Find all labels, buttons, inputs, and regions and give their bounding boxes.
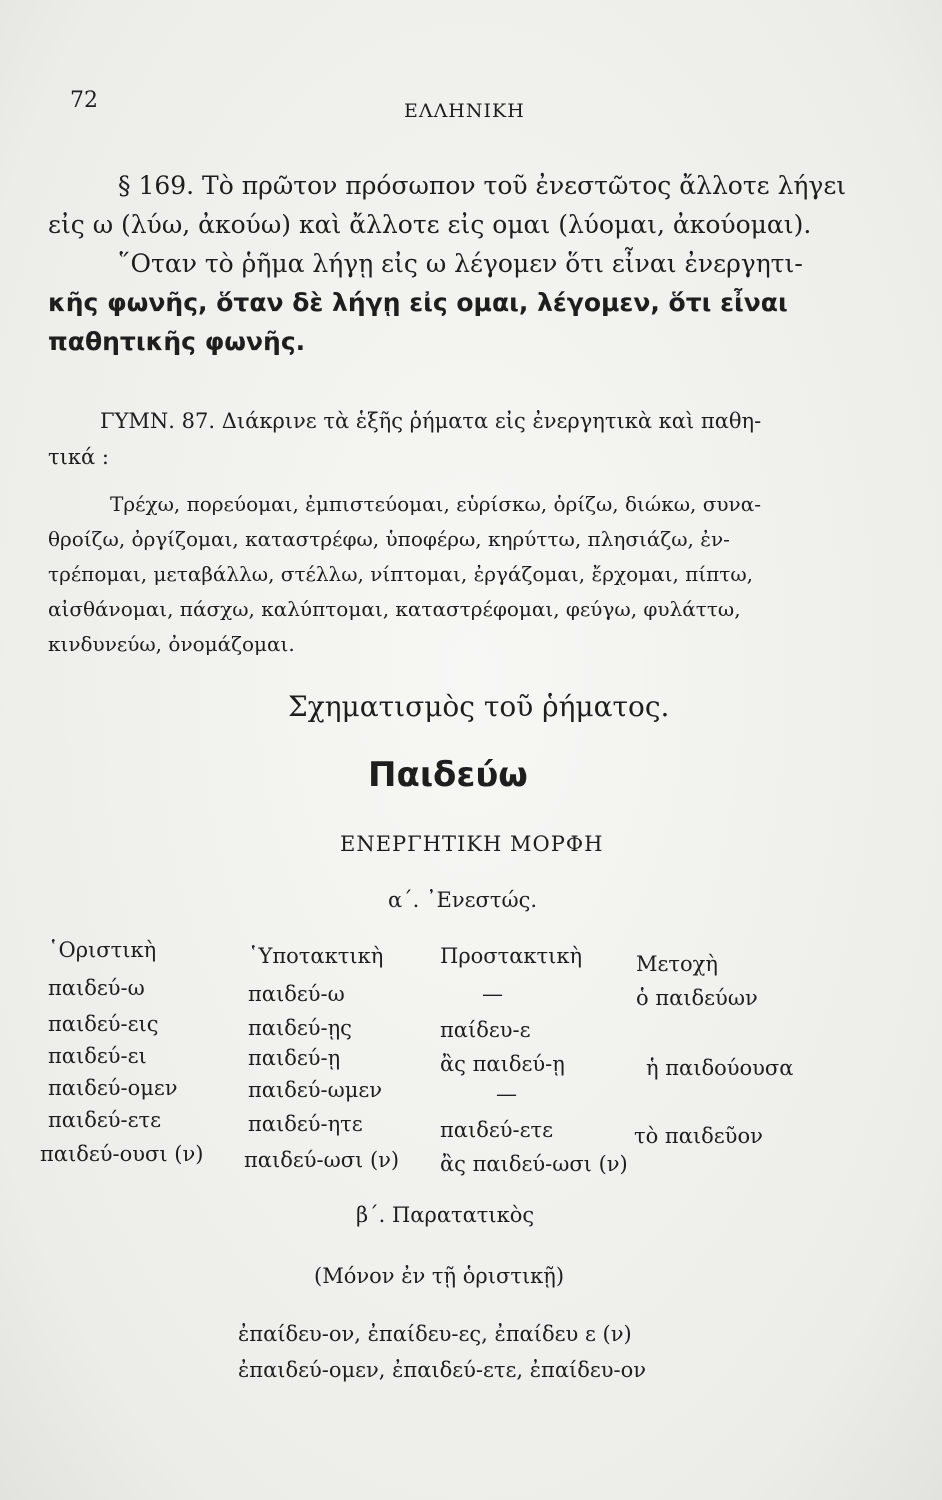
column-header-participle: Μετοχὴ [636, 952, 718, 976]
indicative-2sg: παιδεύ-εις [48, 1012, 159, 1036]
subjunctive-3sg: παιδεύ-ῃ [248, 1046, 341, 1070]
indicative-3sg: παιδεύ-ει [48, 1044, 147, 1068]
rule-line-1: § 169. Τὸ πρῶτον πρόσωπον τοῦ ἐνεστῶτος ἄλλοτε λήγει [118, 171, 847, 200]
column-header-subjunctive: ῾Υποτακτικὴ [248, 944, 384, 968]
running-title: ΕΛΛΗΝΙΚΗ [404, 100, 525, 122]
exercise-words-line-1: Τρέχω, πορεύομαι, ἐμπιστεύομαι, εὑρίσκω, ὁρίζω, διώκω, συνα- [110, 492, 761, 516]
imperative-3pl: ἂς παιδεύ-ωσι (ν) [440, 1152, 628, 1176]
rule-line-2: εἰς ω (λύω, ἀκούω) καὶ ἄλλοτε εἰς ομαι (λύομαι, ἀκούομαι). [48, 210, 812, 239]
indicative-3pl: παιδεύ-ουσι (ν) [40, 1142, 204, 1166]
imperative-1sg: — [482, 982, 503, 1006]
exercise-words-line-2: θροίζω, ὀργίζομαι, καταστρέφω, ὑποφέρω, κηρύττω, πλησιάζω, ἐν- [48, 527, 730, 551]
subjunctive-1pl: παιδεύ-ωμεν [248, 1078, 383, 1102]
participle-masculine: ὁ παιδεύων [636, 986, 758, 1010]
page-number: 72 [70, 88, 98, 113]
verb-heading: Παιδεύω [368, 755, 528, 795]
imperfect-tense-label: β΄. Παρατατικὸς [356, 1203, 535, 1227]
indicative-1pl: παιδεύ-ομεν [48, 1076, 178, 1100]
indicative-2pl: παιδεύ-ετε [48, 1108, 161, 1132]
present-tense-label: α΄. ᾿Ενεστώς. [388, 888, 538, 912]
participle-neuter: τὸ παιδεῦον [634, 1124, 763, 1148]
rule-paragraph [48, 166, 900, 361]
exercise-words-line-3: τρέπομαι, μεταβάλλω, στέλλω, νίπτομαι, ἐργάζομαι, ἔρχομαι, πίπτω, [48, 562, 754, 586]
exercise-heading-line-2: τικά : [48, 445, 109, 469]
exercise-words-line-5: κινδυνεύω, ὀνομάζομαι. [48, 632, 295, 656]
subjunctive-3pl: παιδεύ-ωσι (ν) [244, 1148, 400, 1172]
imperative-3sg: ἂς παιδεύ-ῃ [440, 1052, 565, 1076]
exercise-words-line-4: αἰσθάνομαι, πάσχω, καλύπτομαι, καταστρέφομαι, φεύγω, φυλάττω, [48, 597, 741, 621]
rule-line-3: ῞Οταν τὸ ῥῆμα λήγῃ εἰς ω λέγομεν ὅτι εἶναι ἐνεργητι- [118, 249, 803, 278]
imperfect-line-1: ἐπαίδευ-ον, ἐπαίδευ-ες, ἐπαίδευ ε (ν) [238, 1322, 632, 1346]
section-title: Σχηματισμὸς τοῦ ῥήματος. [288, 690, 670, 723]
imperative-2pl: παιδεύ-ετε [440, 1118, 553, 1142]
voice-heading: ΕΝΕΡΓΗΤΙΚΗ ΜΟΡΦΗ [340, 832, 604, 856]
subjunctive-1sg: παιδεύ-ω [248, 982, 345, 1006]
subjunctive-2sg: παιδεύ-ῃς [248, 1016, 352, 1040]
imperfect-line-2: ἐπαιδεύ-ομεν, ἐπαιδεύ-ετε, ἐπαίδευ-ον [238, 1358, 647, 1382]
indicative-1sg: παιδεύ-ω [48, 976, 145, 1000]
rule-line-4: κῆς φωνῆς, ὅταν δὲ λήγῃ εἰς ομαι, λέγομεν, ὅτι εἶναι [48, 288, 788, 317]
imperfect-note: (Μόνον ἐν τῇ ὁριστικῇ) [314, 1264, 565, 1288]
participle-feminine: ἡ παιδούουσα [646, 1056, 794, 1080]
column-header-imperative: Προστακτικὴ [440, 944, 583, 968]
rule-line-5: παθητικῆς φωνῆς. [48, 327, 306, 356]
column-header-indicative: ῾Οριστικὴ [48, 938, 157, 962]
exercise-heading-line-1: ΓΥΜΝ. 87. Διάκρινε τὰ ἑξῆς ῥήματα εἰς ἐνεργητικὰ καὶ παθη- [100, 409, 762, 433]
exercise-word-list [48, 487, 761, 662]
imperative-2sg: παίδευ-ε [440, 1018, 531, 1042]
exercise-heading [48, 403, 761, 475]
subjunctive-2pl: παιδεύ-ητε [248, 1112, 363, 1136]
imperative-1pl: — [496, 1082, 517, 1106]
